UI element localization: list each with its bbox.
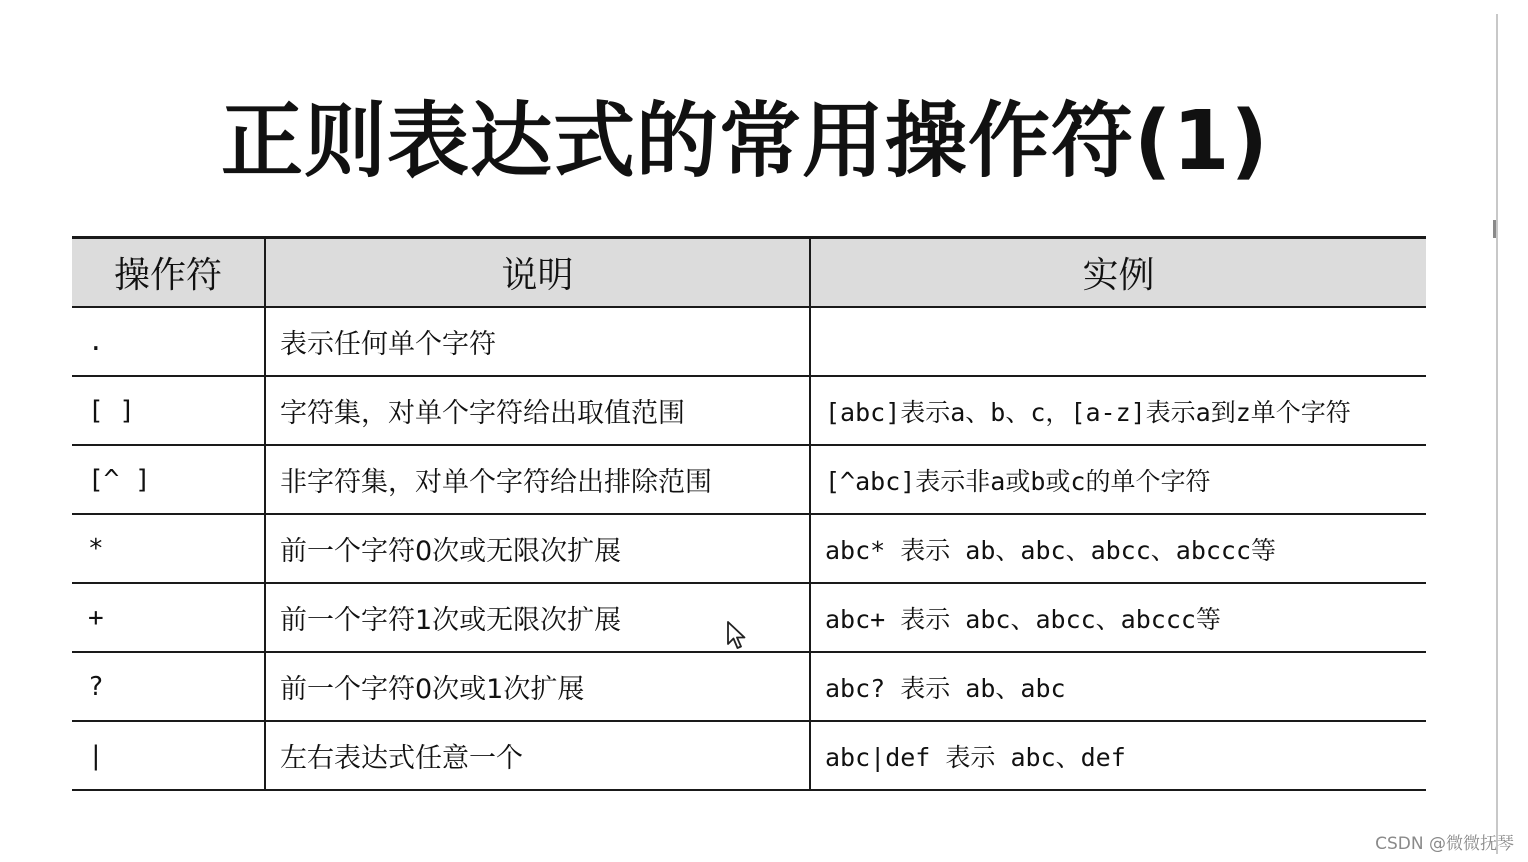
description-cell: 前一个字符0次或无限次扩展 <box>265 514 810 583</box>
table-row <box>72 652 1426 721</box>
header-description: 说明 <box>265 238 810 308</box>
example-cell: [abc]表示a、b、c，[a-z]表示a到z单个字符 <box>810 376 1426 445</box>
mouse-pointer-icon <box>726 620 748 652</box>
description-cell: 字符集，对单个字符给出取值范围 <box>265 376 810 445</box>
operator-cell: . <box>72 307 265 376</box>
window-edge-divider <box>1496 14 1498 854</box>
operator-cell: + <box>72 583 265 652</box>
header-operator: 操作符 <box>72 238 265 308</box>
description-cell: 非字符集，对单个字符给出排除范围 <box>265 445 810 514</box>
scrollbar-thumb[interactable] <box>1493 220 1496 238</box>
example-cell: abc* 表示 ab、abc、abcc、abccc等 <box>810 514 1426 583</box>
table-row <box>72 721 1426 790</box>
csdn-watermark: CSDN @微微抚琴 <box>1375 834 1514 854</box>
table-row <box>72 445 1426 514</box>
description-cell: 左右表达式任意一个 <box>265 721 810 790</box>
example-cell: [^abc]表示非a或b或c的单个字符 <box>810 445 1426 514</box>
operator-cell: [ ] <box>72 376 265 445</box>
operator-cell: ? <box>72 652 265 721</box>
description-cell: 前一个字符1次或无限次扩展 <box>265 583 810 652</box>
description-cell: 表示任何单个字符 <box>265 307 810 376</box>
slide-title: 正则表达式的常用操作符(1) <box>220 94 1269 189</box>
table-row <box>72 376 1426 445</box>
operator-cell: [^ ] <box>72 445 265 514</box>
example-cell: abc? 表示 ab、abc <box>810 652 1426 721</box>
table-row <box>72 583 1426 652</box>
table-row <box>72 307 1426 376</box>
operator-table <box>72 236 1426 791</box>
example-cell: abc|def 表示 abc、def <box>810 721 1426 790</box>
example-cell: abc+ 表示 abc、abcc、abccc等 <box>810 583 1426 652</box>
example-cell <box>810 307 1426 376</box>
table-row <box>72 514 1426 583</box>
operator-cell: * <box>72 514 265 583</box>
operator-cell: | <box>72 721 265 790</box>
description-cell: 前一个字符0次或1次扩展 <box>265 652 810 721</box>
header-example: 实例 <box>810 238 1426 308</box>
table-header-row <box>72 238 1426 308</box>
